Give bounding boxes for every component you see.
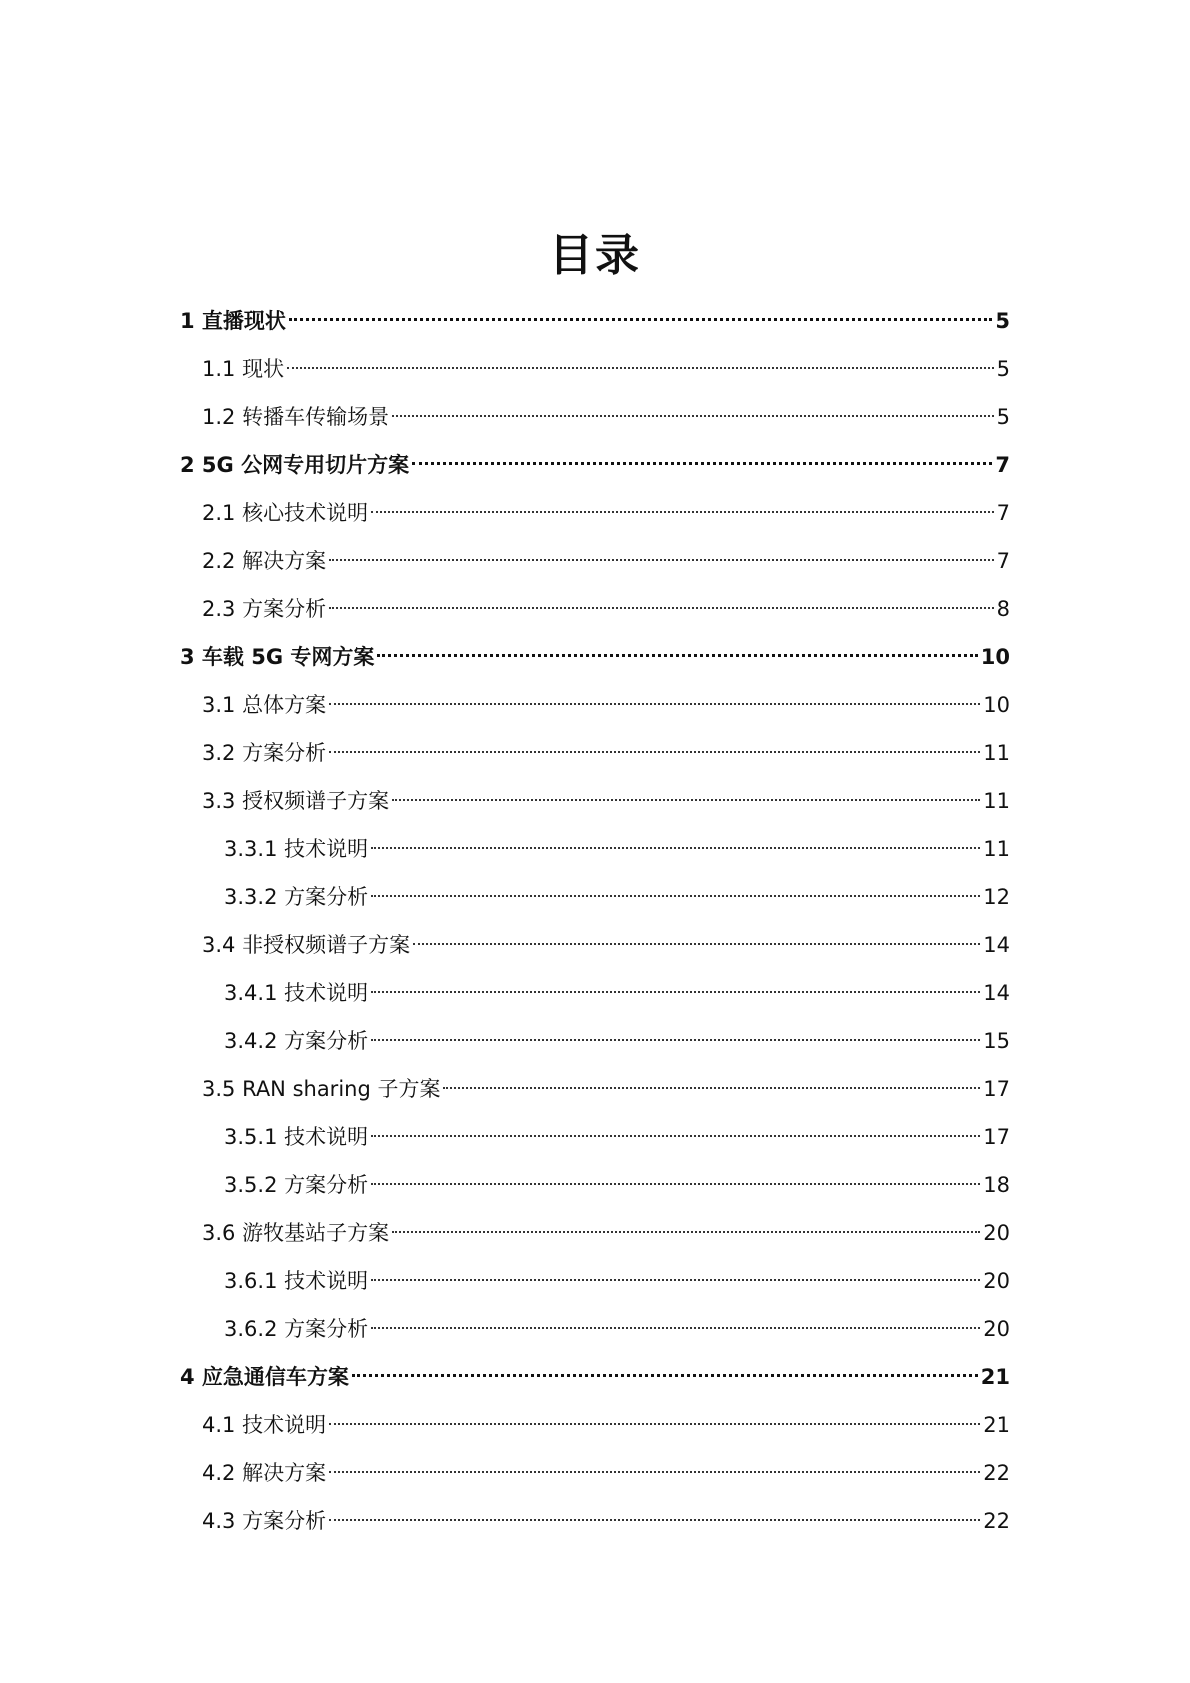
toc-entry[interactable] bbox=[180, 873, 1010, 921]
toc-entry-page-number: 5 bbox=[996, 405, 1010, 429]
toc-dot-leader bbox=[289, 318, 992, 321]
toc-dot-leader bbox=[329, 607, 994, 609]
toc-dot-leader bbox=[392, 415, 994, 417]
toc-dot-leader bbox=[371, 1039, 980, 1041]
toc-entry-page-number: 7 bbox=[996, 501, 1010, 525]
toc-dot-leader bbox=[371, 991, 980, 993]
toc-entry[interactable] bbox=[180, 969, 1010, 1017]
toc-entry-page-number: 14 bbox=[983, 981, 1010, 1005]
toc-entry-page-number: 5 bbox=[996, 357, 1010, 381]
toc-dot-leader bbox=[329, 751, 980, 753]
toc-entry[interactable] bbox=[180, 825, 1010, 873]
toc-entry[interactable] bbox=[180, 585, 1010, 633]
toc-entry-title: 3.2 方案分析 bbox=[202, 741, 327, 765]
toc-entry-title: 4 应急通信车方案 bbox=[180, 1365, 349, 1389]
toc-entry-page-number: 11 bbox=[983, 789, 1010, 813]
toc-entry-title: 3.5 RAN sharing 子方案 bbox=[202, 1077, 441, 1101]
toc-dot-leader bbox=[377, 654, 977, 657]
toc-entry[interactable] bbox=[180, 1353, 1010, 1401]
toc-entry-title: 1.1 现状 bbox=[202, 357, 285, 381]
toc-entry-page-number: 10 bbox=[980, 645, 1010, 669]
toc-entry-title: 3.4 非授权频谱子方案 bbox=[202, 933, 411, 957]
toc-entry[interactable] bbox=[180, 297, 1010, 345]
toc-entry-title: 3.6.1 技术说明 bbox=[224, 1269, 369, 1293]
toc-entry[interactable] bbox=[180, 441, 1010, 489]
toc-entry[interactable] bbox=[180, 633, 1010, 681]
toc-dot-leader bbox=[329, 703, 980, 705]
toc-entry-page-number: 17 bbox=[983, 1077, 1010, 1101]
toc-entry[interactable] bbox=[180, 681, 1010, 729]
toc-entry[interactable] bbox=[180, 1065, 1010, 1113]
toc-dot-leader bbox=[329, 1423, 980, 1425]
toc-entry-page-number: 18 bbox=[983, 1173, 1010, 1197]
toc-dot-leader bbox=[371, 1135, 980, 1137]
toc-entry[interactable] bbox=[180, 921, 1010, 969]
toc-entry[interactable] bbox=[180, 345, 1010, 393]
toc-entry[interactable] bbox=[180, 729, 1010, 777]
toc-entry-title: 4.1 技术说明 bbox=[202, 1413, 327, 1437]
toc-entry-title: 3.3.1 技术说明 bbox=[224, 837, 369, 861]
toc-dot-leader bbox=[287, 367, 994, 369]
toc-entry-page-number: 12 bbox=[983, 885, 1010, 909]
toc-entry-title: 1 直播现状 bbox=[180, 309, 286, 333]
toc-entry-title: 4.3 方案分析 bbox=[202, 1509, 327, 1533]
toc-entry-page-number: 17 bbox=[983, 1125, 1010, 1149]
toc-entry[interactable] bbox=[180, 1161, 1010, 1209]
toc-entry-title: 3.1 总体方案 bbox=[202, 693, 327, 717]
toc-dot-leader bbox=[371, 895, 980, 897]
toc-entry-title: 1.2 转播车传输场景 bbox=[202, 405, 390, 429]
toc-entry-page-number: 21 bbox=[983, 1413, 1010, 1437]
toc-dot-leader bbox=[371, 511, 994, 513]
toc-entry[interactable] bbox=[180, 1497, 1010, 1545]
toc-entry-title: 2.1 核心技术说明 bbox=[202, 501, 369, 525]
toc-entry-page-number: 20 bbox=[983, 1269, 1010, 1293]
toc-entry[interactable] bbox=[180, 489, 1010, 537]
toc-dot-leader bbox=[329, 559, 994, 561]
toc-entry-title: 3.3.2 方案分析 bbox=[224, 885, 369, 909]
toc-dot-leader bbox=[392, 799, 980, 801]
toc-entry-title: 2.2 解决方案 bbox=[202, 549, 327, 573]
toc-entry[interactable] bbox=[180, 1305, 1010, 1353]
toc-entry[interactable] bbox=[180, 1209, 1010, 1257]
toc-dot-leader bbox=[329, 1519, 980, 1521]
toc-dot-leader bbox=[329, 1471, 980, 1473]
toc-dot-leader bbox=[412, 462, 992, 465]
toc-entry[interactable] bbox=[180, 1401, 1010, 1449]
toc-entry[interactable] bbox=[180, 1017, 1010, 1065]
table-of-contents bbox=[180, 297, 1010, 1545]
toc-entry[interactable] bbox=[180, 777, 1010, 825]
toc-entry[interactable] bbox=[180, 1113, 1010, 1161]
toc-dot-leader bbox=[371, 1327, 980, 1329]
toc-entry-page-number: 7 bbox=[996, 549, 1010, 573]
toc-entry-title: 3.5.2 方案分析 bbox=[224, 1173, 369, 1197]
toc-entry-title: 3 车载 5G 专网方案 bbox=[180, 645, 375, 669]
toc-entry-page-number: 7 bbox=[995, 453, 1010, 477]
toc-entry-page-number: 5 bbox=[995, 309, 1010, 333]
toc-dot-leader bbox=[392, 1231, 980, 1233]
toc-entry-title: 2 5G 公网专用切片方案 bbox=[180, 453, 410, 477]
toc-entry-page-number: 15 bbox=[983, 1029, 1010, 1053]
toc-entry-page-number: 11 bbox=[983, 741, 1010, 765]
toc-entry-page-number: 20 bbox=[983, 1317, 1010, 1341]
toc-dot-leader bbox=[352, 1374, 978, 1377]
toc-entry[interactable] bbox=[180, 1449, 1010, 1497]
toc-entry-page-number: 10 bbox=[983, 693, 1010, 717]
toc-entry-title: 3.6.2 方案分析 bbox=[224, 1317, 369, 1341]
toc-entry-title: 2.3 方案分析 bbox=[202, 597, 327, 621]
toc-entry[interactable] bbox=[180, 393, 1010, 441]
toc-entry-page-number: 20 bbox=[983, 1221, 1010, 1245]
toc-entry-page-number: 22 bbox=[983, 1461, 1010, 1485]
toc-entry-page-number: 21 bbox=[980, 1365, 1010, 1389]
toc-entry-page-number: 8 bbox=[996, 597, 1010, 621]
toc-entry-page-number: 22 bbox=[983, 1509, 1010, 1533]
toc-entry-title: 3.3 授权频谱子方案 bbox=[202, 789, 390, 813]
toc-dot-leader bbox=[371, 1183, 980, 1185]
toc-entry-page-number: 14 bbox=[983, 933, 1010, 957]
toc-entry[interactable] bbox=[180, 1257, 1010, 1305]
toc-entry-title: 3.6 游牧基站子方案 bbox=[202, 1221, 390, 1245]
page-title: 目录 bbox=[549, 230, 641, 281]
toc-dot-leader bbox=[371, 847, 980, 849]
toc-entry-title: 4.2 解决方案 bbox=[202, 1461, 327, 1485]
toc-dot-leader bbox=[371, 1279, 980, 1281]
toc-entry-title: 3.4.2 方案分析 bbox=[224, 1029, 369, 1053]
toc-entry-page-number: 11 bbox=[983, 837, 1010, 861]
toc-entry-title: 3.5.1 技术说明 bbox=[224, 1125, 369, 1149]
toc-entry[interactable] bbox=[180, 537, 1010, 585]
toc-dot-leader bbox=[413, 943, 980, 945]
toc-dot-leader bbox=[443, 1087, 980, 1089]
toc-entry-title: 3.4.1 技术说明 bbox=[224, 981, 369, 1005]
